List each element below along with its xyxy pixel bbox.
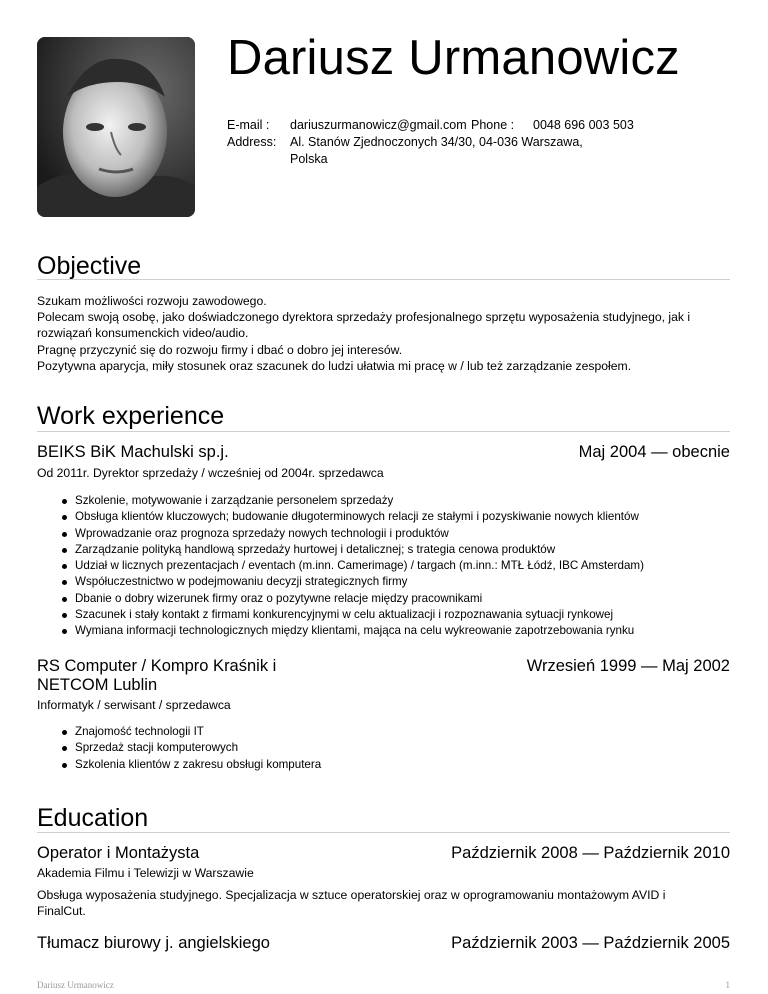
list-item: Obsługa klientów kluczowych; budowanie długoterminowych relacji ze stałymi i pozyskiwanie nowych klientów (75, 509, 644, 525)
job-company-line: NETCOM Lublin (37, 676, 158, 694)
education-degree: Tłumacz biurowy j. angielskiego (37, 934, 270, 952)
education-heading: Education (37, 804, 149, 832)
address-label: Address: (227, 135, 277, 149)
phone-value: 0048 696 003 503 (533, 118, 634, 132)
job-company: BEIKS BiK Machulski sp.j. (37, 443, 229, 461)
job-dates: Maj 2004 — obecnie (578, 443, 730, 461)
job-company-line: RS Computer / Kompro Kraśnik i (37, 657, 277, 675)
page-number: 1 (725, 980, 730, 990)
education-school: Akademia Filmu i Telewizji w Warszawie (37, 866, 254, 880)
address-line-1: Al. Stanów Zjednoczonych 34/30, 04-036 Warszawa, (290, 135, 583, 149)
list-item: Szkolenia klientów z zakresu obsługi komputera (75, 757, 321, 773)
education-dates: Październik 2003 — Październik 2005 (451, 934, 730, 952)
job-duties-list (37, 493, 644, 640)
list-item: Szkolenie, motywowanie i zarządzanie personelem sprzedaży (75, 493, 644, 509)
education-degree: Operator i Montażysta (37, 844, 200, 862)
objective-line: Polecam swoją osobę, jako doświadczonego dyrektora sprzedaży profesjonalnego sprzętu wyposażenia studyjnego, jak i (37, 310, 691, 325)
objective-line: rozwiązań konsumenckich video/audio. (37, 326, 249, 341)
list-item: Udział w licznych prezentacjach / eventach (m.inn. Camerimage) / targach (m.inn.: MTŁ Łódź, IBC Amsterdam) (75, 558, 644, 574)
list-item: Dbanie o dobry wizerunek firmy oraz o pozytywne relacje między pracownikami (75, 591, 644, 607)
job-role: Informatyk / serwisant / sprzedawca (37, 698, 231, 712)
footer-author: Dariusz Urmanowicz (37, 980, 114, 990)
list-item: Szacunek i stały kontakt z firmami konkurencyjnymi w celu aktualizacji i rozpoznawania sytuacji rynkowej (75, 607, 644, 623)
education-description-line: FinalCut. (37, 904, 86, 918)
objective-line: Szukam możliwości rozwoju zawodowego. (37, 294, 267, 308)
objective-heading: Objective (37, 252, 142, 280)
objective-line: Pragnę przyczynić się do rozwoju firmy i dbać o dobro jej interesów. (37, 342, 403, 357)
candidate-name: Dariusz Urmanowicz (227, 31, 680, 85)
email-label: E-mail : (227, 118, 270, 132)
job-duties-list (37, 724, 321, 773)
job-company (37, 657, 276, 695)
objective-divider (37, 279, 730, 280)
education-divider (37, 832, 730, 833)
education-description (37, 887, 665, 919)
list-item: Znajomość technologii IT (75, 724, 321, 740)
list-item: Wprowadzanie oraz prognoza sprzedaży nowych technologii i produktów (75, 526, 644, 542)
list-item: Wymiana informacji technologicznych między klientami, mająca na celu wykreowanie zapotrzebowania rynku (75, 623, 644, 639)
list-item: Sprzedaż stacji komputerowych (75, 740, 321, 756)
phone-label: Phone : (471, 118, 515, 132)
job-dates: Wrzesień 1999 — Maj 2002 (526, 657, 730, 675)
education-dates: Październik 2008 — Październik 2010 (451, 844, 730, 862)
profile-photo (37, 37, 195, 217)
list-item: Zarządzanie polityką handlową sprzedaży hurtowej i detalicznej; s trategia cenowa produktów (75, 542, 644, 558)
list-item: Współuczestnictwo w podejmowaniu decyzji strategicznych firmy (75, 574, 644, 590)
work-divider (37, 431, 730, 432)
email-value[interactable]: dariuszurmanowicz@gmail.com (290, 118, 467, 132)
objective-line: Pozytywna aparycja, miły stosunek oraz szacunek do ludzi ułatwia mi pracę w / lub też zarządzanie zespołem. (37, 358, 632, 373)
objective-text (37, 293, 732, 374)
job-role: Od 2011r. Dyrektor sprzedaży / wcześniej od 2004r. sprzedawca (37, 466, 384, 480)
address-line-2: Polska (290, 152, 328, 166)
work-heading: Work experience (37, 402, 225, 430)
education-description-line: Obsługa wyposażenia studyjnego. Specjalizacja w sztuce operatorskiej oraz w oprogramowaniu montażowym AVID i (37, 888, 666, 902)
